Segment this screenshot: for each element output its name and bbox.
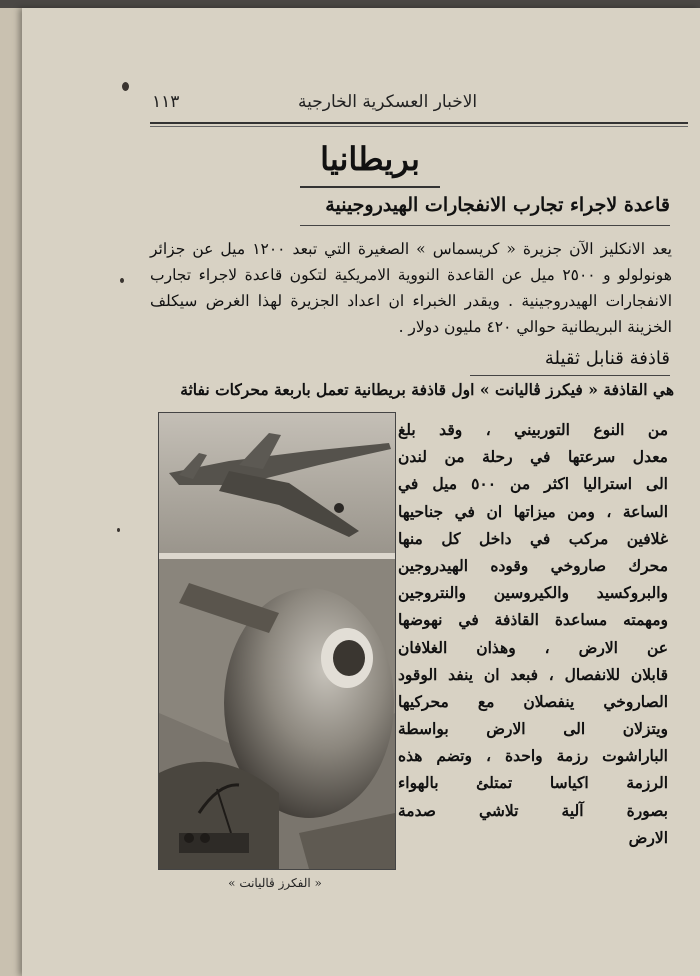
column-line: الرزمة اكياسا تمتلئ بالهواء [398, 773, 668, 793]
article2-heading: قاذفة قنابل ثقيلة [544, 348, 670, 369]
column-line: الباراشوت رزمة واحدة ، وتضم هذه [398, 746, 668, 766]
article1-heading-rule [300, 225, 670, 226]
article1-heading: قاعدة لاجراء تجارب الانفجارات الهيدروجينية [325, 194, 670, 216]
column-line: معدل سرعتها في رحلة من لندن [398, 447, 668, 467]
column-line: من النوع التوربيني ، وقد بلغ [398, 420, 668, 439]
header-rule-thin [150, 126, 688, 127]
column-line: محرك صاروخي وقوده الهيدروجين [398, 555, 668, 575]
column-line: الساعة ، ومن ميزاتها ان في جناحيها [398, 501, 668, 521]
article2-lead: هي القاذفة « فيكرز ڤاليانت » اول قاذفة بريطانية تعمل باربعة محركات نفاثة [180, 380, 674, 399]
article2-heading-rule [470, 375, 670, 376]
bomber-photo [158, 412, 396, 870]
column-line: غلافين مركب في داخل كل منها [398, 528, 668, 548]
column-line: عن الارض ، وهذان الغلافان [398, 637, 668, 657]
ink-spot [120, 278, 124, 283]
country-heading: بريطانيا [300, 140, 440, 188]
column-line: بصورة آلية تلاشي صدمة [398, 800, 668, 820]
ink-spot [122, 82, 129, 91]
article1-body: يعد الانكليز الآن جزيرة « كريسماس » الصغيرة التي تبعد ١٢٠٠ ميل عن جزائر هونولولو و ٢٥٠٠ ميل عن القاعدة النووية الامريكية لتكون قاعدة لاجراء تجارب الانفجارات الهيدروجينية . ويقدر الخبراء ان اعداد الجزيرة لهذا الغرض سيكلف الخزينة البريطانية حوالي ٤٢٠ مليون دولار . [150, 240, 672, 336]
article2-column [398, 420, 668, 855]
column-line: قابلان للانفصال ، فبعد ان ينفد الوقود [398, 664, 668, 684]
column-line: الى استراليا اكثر من ٥٠٠ ميل في [398, 474, 668, 494]
page-number: ١١٣ [152, 92, 180, 112]
column-line: ومهمته مساعدة القاذفة في نهوضها [398, 610, 668, 630]
running-title: الاخبار العسكرية الخارجية [298, 92, 478, 112]
column-line: والبروكسيد والكيروسين والنتروجين [398, 583, 668, 603]
ink-spot [117, 528, 120, 532]
column-line: ويتزلان الى الارض بواسطة [398, 719, 668, 739]
header-rule [150, 122, 688, 124]
photo-caption: « الفكرز ڤاليانت » [228, 876, 322, 890]
column-line: الارض [628, 827, 668, 847]
column-line: الصاروخي ينفصلان مع محركيها [398, 691, 668, 711]
